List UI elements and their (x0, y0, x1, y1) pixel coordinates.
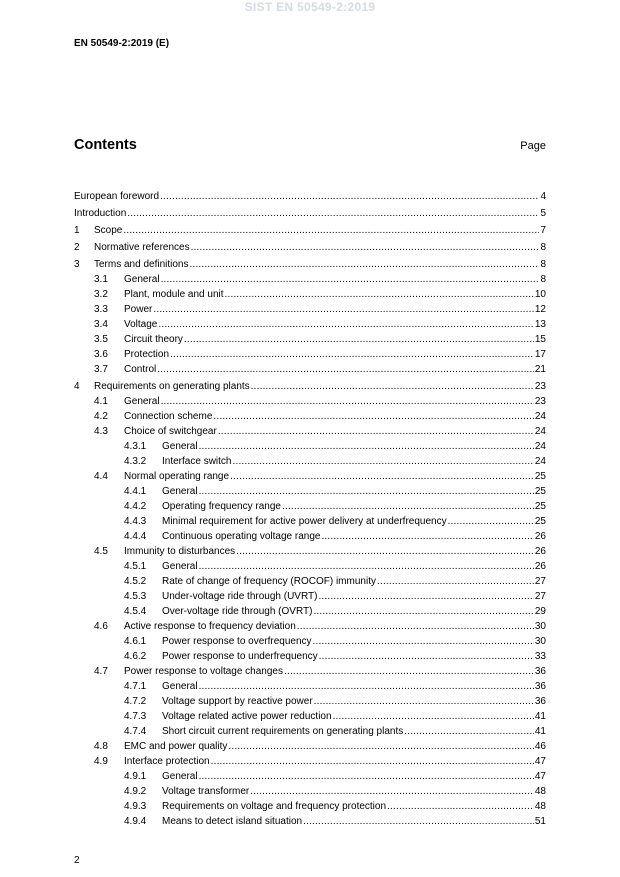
toc-entry-number: 4.3 (94, 426, 108, 437)
toc-entry[interactable] (74, 724, 546, 739)
toc-dot-leader (199, 769, 534, 784)
toc-entry-number: 4.4.3 (124, 516, 147, 527)
toc-entry-page: 48 (534, 786, 546, 797)
toc-entry-number: 2 (74, 242, 80, 253)
toc-entry-number: 4.8 (94, 741, 108, 752)
toc-entry[interactable] (74, 394, 546, 409)
toc-dot-leader (230, 469, 534, 484)
toc-entry-number: 3 (74, 259, 80, 270)
toc-dot-leader (170, 347, 534, 362)
toc-entry[interactable] (74, 409, 546, 424)
toc-dot-leader (199, 679, 534, 694)
toc-entry[interactable] (74, 317, 546, 332)
toc-entry-title: Operating frequency range (162, 501, 281, 512)
toc-entry-title: Power response to voltage changes (124, 666, 283, 677)
toc-entry-number: 3.4 (94, 319, 108, 330)
toc-entry-number: 4.6 (94, 621, 108, 632)
toc-entry[interactable] (74, 287, 546, 302)
toc-dot-leader (184, 332, 534, 347)
toc-entry-number: 4.6.2 (124, 651, 147, 662)
watermark: SIST EN 50549-2:2019 (244, 0, 376, 14)
toc-entry-number: 3.7 (94, 364, 108, 375)
toc-dot-leader (160, 189, 539, 204)
toc-entry-page: 21 (534, 364, 546, 375)
toc-entry-title: Voltage support by reactive power (162, 696, 313, 707)
toc-entry-page: 29 (534, 606, 546, 617)
toc-entry[interactable] (74, 529, 546, 544)
toc-dot-leader (448, 514, 534, 529)
toc-entry[interactable] (74, 379, 546, 394)
toc-entry[interactable] (74, 302, 546, 317)
document-id: EN 50549-2:2019 (E) (74, 38, 170, 49)
toc-dot-leader (313, 634, 534, 649)
toc-entry-page: 47 (534, 771, 546, 782)
toc-entry-number: 4.4.2 (124, 501, 147, 512)
toc-entry-number: 4.4.1 (124, 486, 147, 497)
toc-entry-title: Continuous operating voltage range (162, 531, 321, 542)
toc-dot-leader (387, 799, 534, 814)
toc-entry-page: 46 (534, 741, 546, 752)
toc-dot-leader (157, 362, 534, 377)
toc-entry-page: 47 (534, 756, 546, 767)
toc-entry-title: Requirements on voltage and frequency protection (162, 801, 387, 812)
toc-entry[interactable] (74, 469, 546, 484)
toc-entry-title: Terms and definitions (94, 259, 189, 270)
toc-entry-number: 4.9 (94, 756, 108, 767)
toc-entry[interactable] (74, 257, 546, 272)
toc-entry-page: 25 (534, 471, 546, 482)
toc-entry-title: Connection scheme (124, 411, 213, 422)
toc-entry-page: 8 (540, 242, 546, 253)
toc-entry[interactable] (74, 799, 546, 814)
toc-entry-page: 30 (534, 621, 546, 632)
toc-entry-page: 41 (534, 726, 546, 737)
toc-entry-page: 51 (534, 816, 546, 827)
toc-entry-title: General (162, 561, 198, 572)
toc-dot-leader (314, 694, 534, 709)
toc-dot-leader (232, 454, 533, 469)
toc-entry-number: 4 (74, 381, 80, 392)
toc-dot-leader (153, 302, 534, 317)
toc-entry-title: Rate of change of frequency (ROCOF) immunity (162, 576, 376, 587)
toc-entry[interactable] (74, 484, 546, 499)
toc-entry[interactable] (74, 439, 546, 454)
toc-entry-number: 4.5.4 (124, 606, 147, 617)
toc-entry[interactable] (74, 189, 546, 204)
toc-entry-title: Introduction (74, 208, 127, 219)
toc-dot-leader (313, 604, 533, 619)
toc-entry-number: 4.9.3 (124, 801, 147, 812)
toc-entry-title: Normative references (94, 242, 190, 253)
toc-entry-number: 3.5 (94, 334, 108, 345)
toc-entry-page: 4 (540, 191, 546, 202)
toc-entry-title: Interface protection (124, 756, 210, 767)
toc-entry[interactable] (74, 424, 546, 439)
toc-entry-title: Scope (94, 225, 123, 236)
toc-entry-title: Immunity to disturbances (124, 546, 236, 557)
toc-entry[interactable] (74, 499, 546, 514)
toc-entry-number: 4.3.1 (124, 441, 147, 452)
toc-entry[interactable] (74, 574, 546, 589)
toc-entry[interactable] (74, 347, 546, 362)
toc-entry-number: 4.5.2 (124, 576, 147, 587)
toc-entry-page: 25 (534, 486, 546, 497)
toc-entry-page: 12 (534, 304, 546, 315)
toc-entry-title: Power (124, 304, 153, 315)
toc-entry[interactable] (74, 769, 546, 784)
toc-dot-leader (318, 589, 533, 604)
toc-entry-page: 25 (534, 501, 546, 512)
toc-entry-page: 26 (534, 561, 546, 572)
toc-entry[interactable] (74, 634, 546, 649)
toc-entry[interactable] (74, 664, 546, 679)
toc-entry-number: 1 (74, 225, 80, 236)
toc-entry[interactable] (74, 240, 546, 255)
toc-entry[interactable] (74, 694, 546, 709)
toc-entry-number: 4.7.1 (124, 681, 147, 692)
toc-entry[interactable] (74, 784, 546, 799)
toc-entry[interactable] (74, 619, 546, 634)
toc-entry-title: Control (124, 364, 157, 375)
toc-entry-page: 15 (534, 334, 546, 345)
toc-entry-title: Under-voltage ride through (UVRT) (162, 591, 318, 602)
toc-entry-number: 4.5.1 (124, 561, 147, 572)
toc-entry-title: General (124, 396, 160, 407)
toc-dot-leader (211, 754, 534, 769)
toc-dot-leader (199, 439, 534, 454)
toc-entry-title: Circuit theory (124, 334, 183, 345)
page-title: Contents (74, 137, 137, 153)
toc-entry-title: European foreword (74, 191, 160, 202)
toc-entry-title: General (162, 441, 198, 452)
toc-entry-page: 23 (534, 381, 546, 392)
toc-dot-leader (161, 394, 534, 409)
toc-entry-number: 3.6 (94, 349, 108, 360)
toc-dot-leader (377, 574, 534, 589)
toc-entry-number: 4.5 (94, 546, 108, 557)
toc-entry-page: 26 (534, 531, 546, 542)
toc-entry-title: Interface switch (162, 456, 232, 467)
toc-entry-number: 4.9.2 (124, 786, 147, 797)
toc-entry-number: 3.1 (94, 274, 108, 285)
toc-entry-page: 10 (534, 289, 546, 300)
toc-entry[interactable] (74, 362, 546, 377)
toc-dot-leader (228, 739, 533, 754)
toc-dot-leader (251, 379, 534, 394)
toc-dot-leader (404, 724, 534, 739)
toc-entry-page: 8 (540, 259, 546, 270)
toc-entry-title: General (162, 771, 198, 782)
toc-entry-title: Active response to frequency deviation (124, 621, 296, 632)
toc-entry-title: Power response to overfrequency (162, 636, 312, 647)
toc-entry-page: 36 (534, 666, 546, 677)
toc-dot-leader (250, 784, 534, 799)
toc-entry-number: 4.6.1 (124, 636, 147, 647)
toc-entry-page: 33 (534, 651, 546, 662)
toc-entry-number: 4.9.1 (124, 771, 147, 782)
toc-dot-leader (319, 649, 534, 664)
toc-entry-page: 27 (534, 576, 546, 587)
toc-entry-title: General (162, 486, 198, 497)
toc-dot-leader (225, 287, 534, 302)
toc-entry[interactable] (74, 272, 546, 287)
toc-entry[interactable] (74, 814, 546, 829)
toc-entry-title: Over-voltage ride through (OVRT) (162, 606, 313, 617)
toc-entry-title: Voltage transformer (162, 786, 250, 797)
toc-entry-number: 4.7.3 (124, 711, 147, 722)
toc-entry-number: 4.9.4 (124, 816, 147, 827)
page-column-label: Page (520, 140, 546, 152)
toc-entry[interactable] (74, 206, 546, 221)
toc-dot-leader (190, 257, 540, 272)
toc-entry-number: 4.4.4 (124, 531, 147, 542)
toc-entry-page: 24 (534, 411, 546, 422)
toc-entry-number: 4.5.3 (124, 591, 147, 602)
toc-entry-number: 3.3 (94, 304, 108, 315)
toc-entry-number: 4.2 (94, 411, 108, 422)
toc-entry-title: Choice of switchgear (124, 426, 217, 437)
toc-dot-leader (333, 709, 534, 724)
table-of-contents (74, 187, 546, 829)
toc-dot-leader (284, 664, 534, 679)
toc-entry-page: 48 (534, 801, 546, 812)
toc-entry-number: 3.2 (94, 289, 108, 300)
toc-entry-page: 30 (534, 636, 546, 647)
toc-entry-title: General (162, 681, 198, 692)
toc-entry[interactable] (74, 223, 546, 238)
toc-dot-leader (218, 424, 534, 439)
toc-entry-title: Voltage (124, 319, 158, 330)
toc-dot-leader (191, 240, 540, 255)
toc-entry-title: Protection (124, 349, 170, 360)
toc-entry-number: 4.3.2 (124, 456, 147, 467)
toc-entry-page: 7 (540, 225, 546, 236)
toc-entry[interactable] (74, 544, 546, 559)
toc-entry-title: Means to detect island situation (162, 816, 303, 827)
toc-entry-title: Requirements on generating plants (94, 381, 250, 392)
toc-entry-page: 5 (540, 208, 546, 219)
toc-entry-title: Voltage related active power reduction (162, 711, 332, 722)
toc-entry-page: 27 (534, 591, 546, 602)
toc-entry-number: 4.7 (94, 666, 108, 677)
toc-entry-page: 36 (534, 681, 546, 692)
toc-entry-page: 41 (534, 711, 546, 722)
toc-entry[interactable] (74, 679, 546, 694)
toc-dot-leader (297, 619, 534, 634)
toc-dot-leader (161, 272, 540, 287)
toc-entry-title: EMC and power quality (124, 741, 228, 752)
toc-dot-leader (303, 814, 534, 829)
toc-entry-title: Normal operating range (124, 471, 230, 482)
toc-dot-leader (321, 529, 533, 544)
toc-entry-page: 24 (534, 441, 546, 452)
page-number: 2 (74, 855, 80, 866)
toc-dot-leader (199, 484, 534, 499)
toc-entry[interactable] (74, 514, 546, 529)
toc-entry-title: Plant, module and unit (124, 289, 224, 300)
toc-entry[interactable] (74, 559, 546, 574)
toc-entry-title: General (124, 274, 160, 285)
toc-entry-page: 25 (534, 516, 546, 527)
toc-entry[interactable] (74, 454, 546, 469)
toc-dot-leader (236, 544, 534, 559)
toc-entry[interactable] (74, 589, 546, 604)
toc-dot-leader (123, 223, 539, 238)
toc-entry[interactable] (74, 332, 546, 347)
toc-entry-number: 4.7.4 (124, 726, 147, 737)
toc-dot-leader (127, 206, 539, 221)
toc-entry-page: 24 (534, 456, 546, 467)
toc-dot-leader (282, 499, 534, 514)
toc-entry-page: 17 (534, 349, 546, 360)
toc-entry-title: Minimal requirement for active power delivery at underfrequency (162, 516, 447, 527)
toc-entry[interactable] (74, 649, 546, 664)
toc-entry-page: 13 (534, 319, 546, 330)
toc-entry[interactable] (74, 709, 546, 724)
toc-dot-leader (199, 559, 534, 574)
toc-entry-title: Short circuit current requirements on generating plants (162, 726, 404, 737)
toc-entry-page: 24 (534, 426, 546, 437)
toc-entry-title: Power response to underfrequency (162, 651, 318, 662)
toc-entry-number: 4.4 (94, 471, 108, 482)
toc-entry-number: 4.7.2 (124, 696, 147, 707)
toc-entry-page: 8 (540, 274, 546, 285)
toc-dot-leader (158, 317, 534, 332)
toc-entry-page: 26 (534, 546, 546, 557)
toc-entry-number: 4.1 (94, 396, 108, 407)
toc-entry[interactable] (74, 604, 546, 619)
toc-entry[interactable] (74, 754, 546, 769)
toc-dot-leader (213, 409, 533, 424)
toc-entry[interactable] (74, 739, 546, 754)
toc-entry-page: 23 (534, 396, 546, 407)
toc-entry-page: 36 (534, 696, 546, 707)
